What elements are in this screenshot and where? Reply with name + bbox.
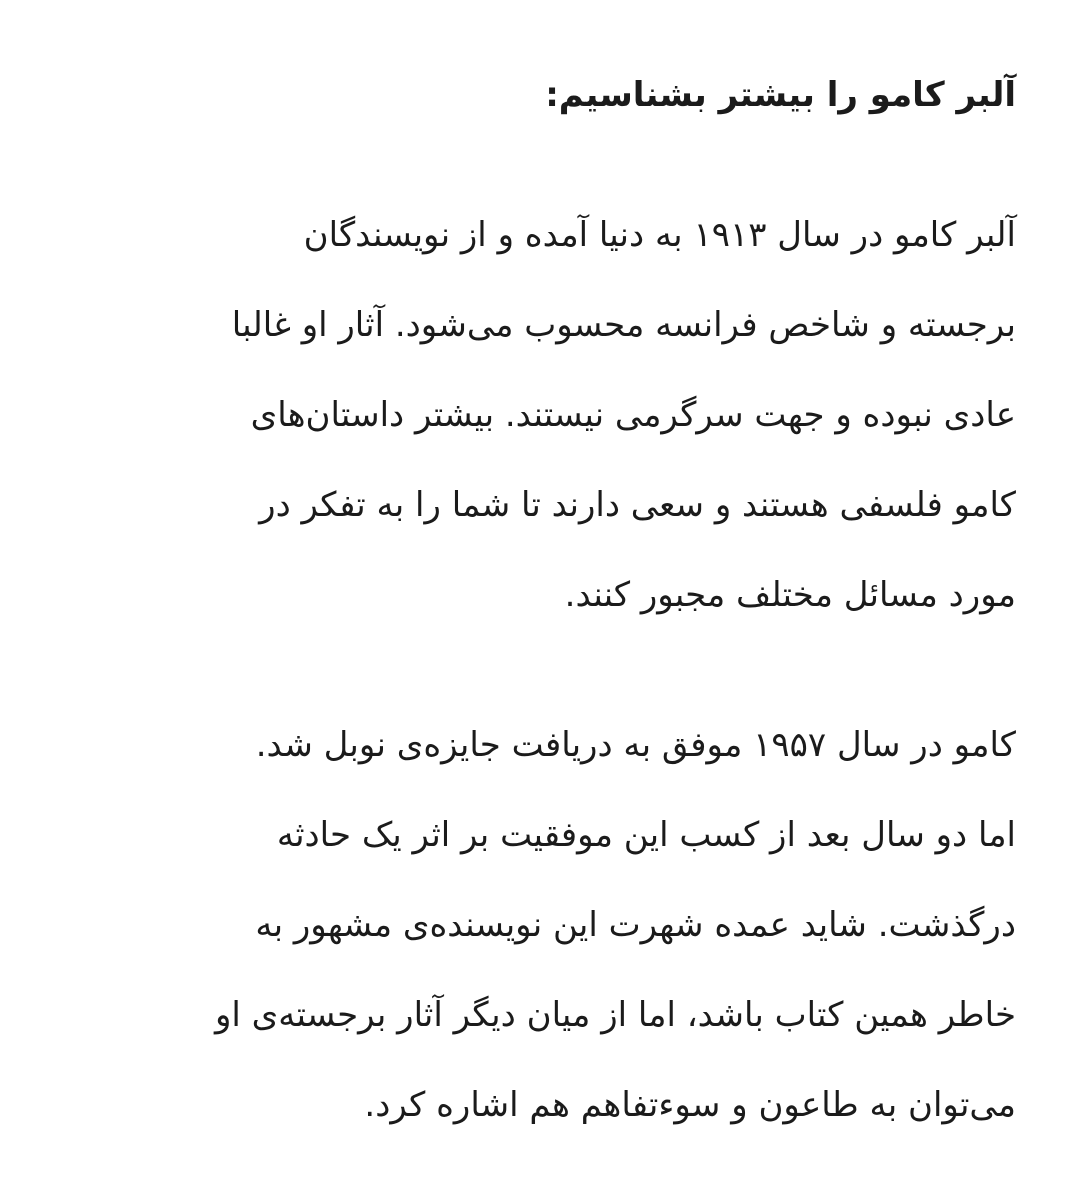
- paragraph-line: می‌توان به طاعون و سوءتفاهم هم اشاره کرد.: [364, 1085, 1016, 1125]
- paragraph-line: برجسته و شاخص فرانسه محسوب می‌شود. آثار او غالبا: [231, 305, 1016, 345]
- paragraph-2: [36, 700, 1016, 1150]
- paragraph-1: [36, 190, 1016, 640]
- paragraph-line: اما دو سال بعد از کسب این موفقیت بر اثر یک حادثه: [276, 815, 1016, 855]
- article-heading: آلبر کامو را بیشتر بشناسیم:: [545, 75, 1016, 115]
- paragraph-line: درگذشت. شاید عمده شهرت این نویسنده‌ی مشهور به: [255, 905, 1016, 945]
- paragraph-line: خاطر همین کتاب باشد، اما از میان دیگر آثار برجسته‌ی او: [215, 995, 1016, 1035]
- paragraph-line: کامو فلسفی هستند و سعی دارند تا شما را به تفکر در: [259, 485, 1016, 525]
- paragraph-line: عادی نبوده و جهت سرگرمی نیستند. بیشتر داستان‌های: [250, 395, 1016, 435]
- paragraph-line: آلبر کامو در سال ۱۹۱۳ به دنیا آمده و از نویسندگان: [303, 215, 1016, 255]
- article: [36, 60, 1016, 1150]
- paragraph-line: کامو در سال ۱۹۵۷ موفق به دریافت جایزه‌ی نوبل شد.: [255, 725, 1016, 765]
- paragraph-line: مورد مسائل مختلف مجبور کنند.: [564, 575, 1016, 615]
